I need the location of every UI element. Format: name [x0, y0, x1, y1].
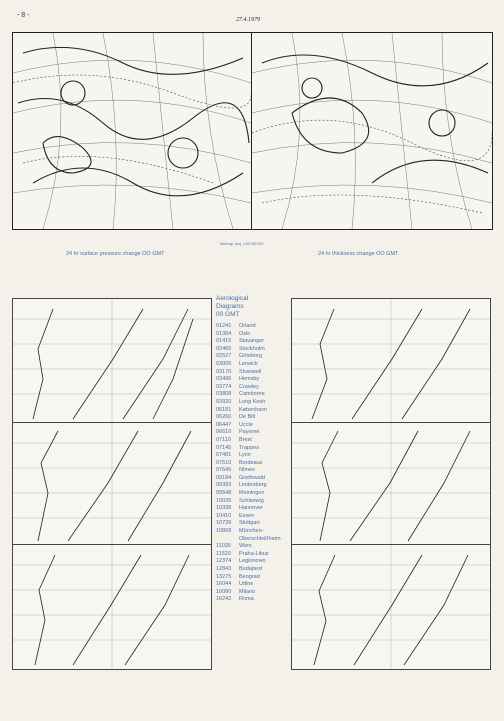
surface-pressure-change-map: [12, 32, 252, 230]
aerological-title: [216, 295, 276, 319]
station-code: 09184: [216, 474, 232, 481]
station-name: Oslo: [239, 330, 251, 337]
station-item: [216, 551, 281, 559]
station-item: [216, 536, 281, 544]
station-item: [216, 452, 281, 460]
station-code: 09393: [216, 482, 232, 489]
station-name: München-: [239, 528, 264, 535]
station-name: Bordeaux: [239, 459, 263, 466]
station-item: [216, 543, 281, 551]
station-item: [216, 407, 281, 415]
sounding-graphic: [13, 299, 211, 423]
map-scale-note: Stereogr. proj. 1:60 000 000: [220, 242, 264, 246]
station-item: [216, 589, 281, 597]
station-item: [216, 520, 281, 528]
station-code: 07145: [216, 444, 232, 451]
sounding-graphic: [292, 299, 490, 423]
station-name: Stockholm: [239, 345, 265, 352]
station-item: [216, 414, 281, 422]
station-item: [216, 513, 281, 521]
station-item: [216, 596, 281, 604]
station-item: [216, 505, 281, 513]
station-item: [216, 498, 281, 506]
station-name: Budapest: [239, 566, 263, 572]
station-name: Stavanger: [239, 338, 265, 345]
station-item: [216, 331, 281, 339]
station-name: Greifswald: [239, 474, 265, 481]
station-name: Lindenberg: [239, 482, 267, 489]
station-item: [216, 346, 281, 354]
station-code: 12374: [216, 558, 232, 565]
aerological-title-line3: 00 GMT: [216, 311, 240, 318]
sounding-graphic: [292, 423, 490, 545]
station-code: 16242: [216, 596, 232, 603]
aerological-title-line1: Aerological: [216, 295, 249, 302]
thickness-caption: 24 hr thickness change OO GMT: [318, 251, 399, 257]
station-code: 01384: [216, 330, 232, 337]
station-code: 11520: [216, 550, 231, 557]
station-code: 06260: [216, 414, 232, 421]
page-date: 27.4.1979: [236, 17, 260, 23]
station-name: Nîmes: [239, 467, 255, 474]
station-code: 11035: [216, 543, 231, 550]
station-name: Beograd: [239, 573, 260, 580]
station-code: 07110: [216, 436, 231, 443]
station-code: 03496: [216, 376, 232, 383]
aerological-diagram-right-2: [291, 422, 491, 546]
station-code: 06447: [216, 421, 232, 428]
station-name: Lyon: [239, 452, 251, 459]
station-code: 06181: [216, 406, 232, 413]
station-name: Wien: [239, 543, 252, 550]
station-code: 16044: [216, 581, 232, 588]
station-item: [216, 528, 281, 536]
station-name: Uccle: [239, 421, 253, 428]
station-item: [216, 399, 281, 407]
thickness-change-map-graphic: [252, 33, 492, 229]
station-code: 03170: [216, 368, 232, 375]
station-item: [216, 376, 281, 384]
station-item: [216, 574, 281, 582]
sounding-graphic: [13, 545, 211, 669]
station-name: Praha-Libus: [239, 550, 269, 557]
station-name: Udine: [239, 581, 254, 588]
station-name: Schleswig: [239, 497, 264, 504]
station-item: [216, 338, 281, 346]
station-name: De Bilt: [239, 414, 256, 421]
station-name: Göteborg: [239, 353, 262, 360]
thickness-change-map: [251, 32, 493, 230]
station-code: 16080: [216, 588, 232, 595]
station-code: 03005: [216, 360, 232, 367]
station-code: 02527: [216, 353, 232, 360]
station-name: Milano: [239, 588, 256, 595]
station-item: [216, 566, 281, 574]
station-item: [216, 361, 281, 369]
aerological-diagram-right-3: [291, 544, 491, 670]
station-item: [216, 460, 281, 468]
station-code: 09548: [216, 490, 232, 497]
station-code: 03920: [216, 398, 232, 405]
station-code: 10338: [216, 505, 232, 512]
sounding-graphic: [13, 423, 211, 545]
station-name: Lerwick: [239, 360, 258, 367]
station-name: Oberschleißheim: [239, 535, 281, 542]
surface-pressure-caption: 24 hr surface pressure change OO GMT: [66, 251, 165, 257]
station-name: Crawley: [239, 383, 259, 390]
station-name: Orland: [239, 323, 256, 329]
station-name: Stuttgart: [239, 520, 260, 527]
station-name: Payerne: [239, 429, 260, 436]
aerological-diagram-left-3: [12, 544, 212, 670]
station-item: [216, 445, 281, 453]
station-name: Hannover: [239, 505, 263, 512]
station-item: [216, 467, 281, 475]
station-item: [216, 429, 281, 437]
aerological-diagram-right-1: [291, 298, 491, 424]
station-code: 10035: [216, 497, 232, 504]
station-code: 03774: [216, 383, 232, 390]
station-code: 10739: [216, 520, 232, 527]
station-code: 10868: [216, 528, 232, 535]
station-item: [216, 422, 281, 430]
aerological-title-line2: Diagrams: [216, 303, 244, 310]
station-item: [216, 353, 281, 361]
station-name: Camborne: [239, 391, 265, 398]
station-code: 06610: [216, 429, 232, 436]
station-item: [216, 558, 281, 566]
station-code: 02465: [216, 345, 232, 352]
station-code: 10410: [216, 512, 232, 519]
station-item: [216, 323, 281, 331]
station-code: 07510: [216, 459, 232, 466]
station-code: 03808: [216, 391, 232, 398]
station-name: Hemsby: [239, 376, 260, 383]
station-item: [216, 475, 281, 483]
pressure-change-map-graphic: [13, 33, 251, 229]
station-name: Roma: [239, 596, 254, 603]
station-code: 12843: [216, 566, 232, 572]
station-code: 07645: [216, 467, 232, 474]
station-name: København: [239, 406, 268, 413]
station-item: [216, 384, 281, 392]
station-list: [216, 323, 281, 604]
station-item: [216, 391, 281, 399]
station-code: 01241: [216, 323, 232, 329]
station-item: [216, 490, 281, 498]
station-item: [216, 369, 281, 377]
station-name: Trappes: [239, 444, 259, 451]
station-code: 01415: [216, 338, 232, 345]
station-item: [216, 482, 281, 490]
sounding-graphic: [292, 545, 490, 669]
page-number: - 8 -: [17, 12, 30, 19]
aerological-diagram-left-2: [12, 422, 212, 546]
station-name: Shanwell: [239, 368, 262, 375]
station-name: Essen: [239, 512, 255, 519]
aerological-diagram-left-1: [12, 298, 212, 424]
station-code: 13275: [216, 573, 232, 580]
station-name: Brest: [239, 436, 252, 443]
station-name: Legionowo: [239, 558, 266, 565]
station-name: Long Kesh: [239, 398, 266, 405]
station-item: [216, 581, 281, 589]
station-item: [216, 437, 281, 445]
station-name: Meiningen: [239, 490, 265, 497]
station-code: 07481: [216, 452, 232, 459]
